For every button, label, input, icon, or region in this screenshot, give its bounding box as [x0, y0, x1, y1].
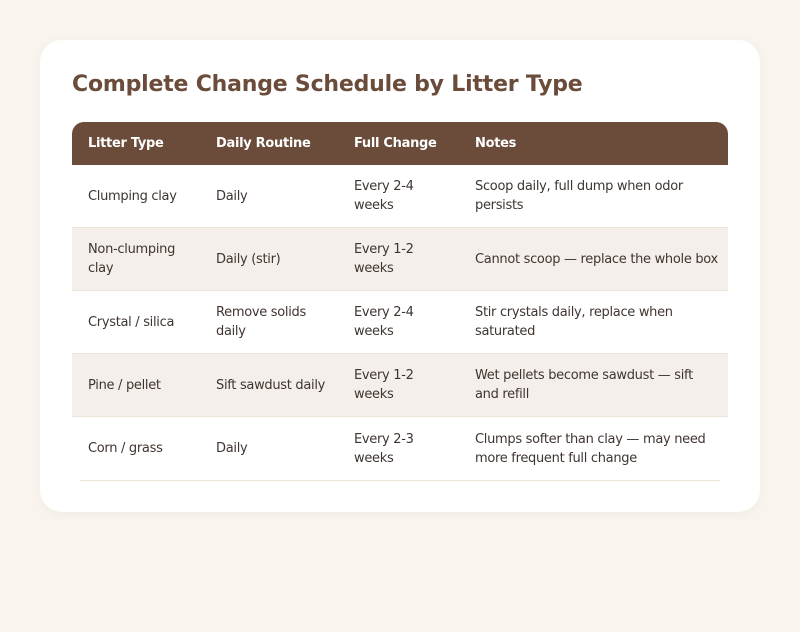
cell-litter-type: Pine / pellet	[88, 377, 161, 393]
cell-full-change: Every 2-4 weeks	[354, 305, 414, 339]
cell-daily-routine: Daily	[216, 441, 248, 456]
header-notes: Notes	[475, 136, 517, 151]
cell-daily-routine: Daily (stir)	[216, 251, 281, 267]
cell-notes: Scoop daily, full dump when odor persists	[475, 179, 683, 213]
table-header	[72, 122, 728, 165]
cell-litter-type: Non-clumping clay	[88, 242, 176, 276]
cell-notes: Cannot scoop — replace the whole box	[475, 251, 718, 267]
cell-full-change: Every 1-2 weeks	[354, 368, 414, 402]
cell-litter-type: Crystal / silica	[88, 314, 175, 330]
litter-schedule-table	[72, 122, 728, 480]
schedule-card	[40, 40, 760, 512]
cell-full-change: Every 2-3 weeks	[354, 431, 414, 466]
header-litter-type: Litter Type	[88, 136, 164, 151]
cell-litter-type: Corn / grass	[88, 441, 163, 456]
cell-litter-type: Clumping clay	[88, 188, 177, 204]
cell-notes: Stir crystals daily, replace when saturated	[475, 305, 673, 339]
cell-daily-routine: Sift sawdust daily	[216, 377, 326, 393]
cell-notes: Clumps softer than clay — may need more frequent full change	[475, 431, 706, 466]
cell-full-change: Every 1-2 weeks	[354, 242, 414, 276]
header-daily-routine: Daily Routine	[216, 136, 311, 151]
table-row	[72, 417, 728, 480]
cell-daily-routine: Remove solids daily	[216, 305, 306, 339]
cell-daily-routine: Daily	[216, 188, 248, 204]
cell-notes: Wet pellets become sawdust — sift and refill	[475, 368, 693, 402]
page-title: Complete Change Schedule by Litter Type	[72, 72, 583, 97]
table-bottom-divider	[80, 480, 720, 481]
cell-full-change: Every 2-4 weeks	[354, 179, 414, 213]
table-row	[72, 354, 728, 417]
table-row	[72, 165, 728, 228]
header-full-change: Full Change	[354, 136, 437, 151]
table-row	[72, 228, 728, 291]
table-row	[72, 291, 728, 354]
